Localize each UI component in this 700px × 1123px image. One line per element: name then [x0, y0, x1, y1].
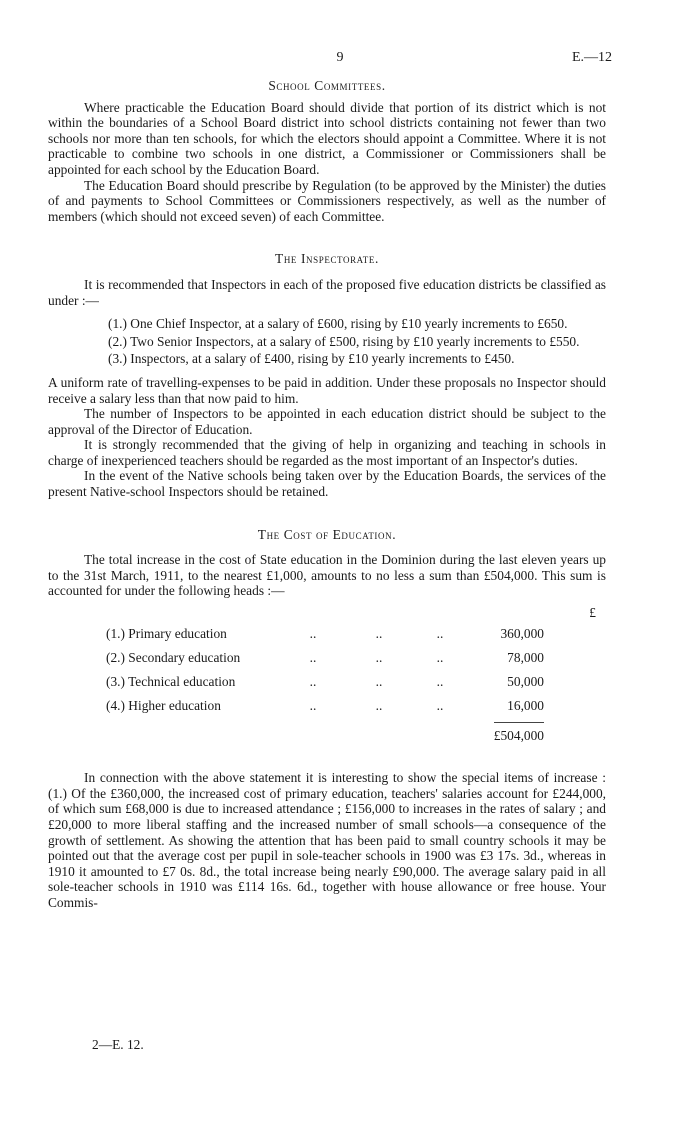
leader-dots: ..: [436, 697, 444, 713]
native-schools-paragraph: In the event of the Native schools being taken over by the Education Boards, the services of the present Native-school Inspectors should be retained.: [48, 468, 606, 500]
leader-dots: ..: [375, 673, 383, 689]
currency-symbol: £: [589, 605, 596, 621]
table-row: [106, 623, 544, 647]
cost-of-education-heading: The Cost of Education.: [257, 526, 397, 542]
inspector-classification-list: [108, 316, 606, 367]
row-amount: 78,000: [507, 649, 544, 665]
row-label: (3.) Technical education: [106, 673, 236, 689]
row-label: (4.) Higher education: [106, 697, 221, 713]
list-item: (2.) Two Senior Inspectors, at a salary of £500, rising by £10 yearly increments to £550.: [108, 333, 580, 349]
leader-dots: ..: [436, 649, 444, 665]
cost-intro-paragraph: The total increase in the cost of State education in the Dominion during the last eleven years up to the 31st March, 1911, to the nearest £1,000, amounts to no less a sum than £504,000. This sum is accounted for under the following heads :—: [48, 552, 606, 599]
inspector-duties-paragraph: It is strongly recommended that the giving of help in organizing and teaching in schools in charge of inexperienced teachers should be regarded as the most important of an Inspector's duties.: [48, 437, 606, 468]
page-number: 9: [336, 50, 344, 65]
document-reference: E.—12: [571, 50, 612, 65]
school-committees-paragraph-1: Where practicable the Education Board should divide that portion of its district which is not within the boundaries of a School Board district into school districts containing not fewer than two schools nor more than ten schools, for which the electors should appoint a Committee. Where it is not practicable to combine two schools in one district, a Commissioner or Commissioners shall be appointed for each school by the Education Board.: [48, 99, 606, 177]
page-content: [48, 78, 606, 911]
row-amount: 360,000: [500, 625, 544, 641]
total-amount: £504,000: [494, 722, 544, 744]
leader-dots: ..: [436, 673, 444, 689]
leader-dots: ..: [375, 625, 383, 641]
row-amount: 50,000: [507, 673, 544, 689]
inspector-number-paragraph: The number of Inspectors to be appointed in each education district should be subject to the approval of the Director of Education.: [48, 406, 606, 437]
school-committees-heading: School Committees.: [268, 78, 386, 93]
school-committees-paragraph-2: The Education Board should prescribe by Regulation (to be approved by the Minister) the duties of and payments to School Committees or Commissioners respectively, as well as the number of members (which should not exceed seven) of each Committee.: [48, 177, 606, 224]
leader-dots: ..: [375, 697, 383, 713]
row-amount: 16,000: [507, 697, 544, 713]
leader-dots: ..: [436, 625, 444, 641]
leader-dots: ..: [309, 697, 317, 713]
travelling-expenses-paragraph: A uniform rate of travelling-expenses to be paid in addition. Under these proposals no Inspector should receive a salary less than that now paid to him.: [48, 374, 606, 406]
list-item: (1.) One Chief Inspector, at a salary of £600, rising by £10 yearly increments to £650.: [108, 316, 568, 332]
footer-signature: 2—E. 12.: [92, 1037, 144, 1052]
row-label: (2.) Secondary education: [106, 649, 241, 665]
leader-dots: ..: [309, 625, 317, 641]
table-row: [106, 695, 544, 719]
inspectorate-intro: It is recommended that Inspectors in each of the proposed five education districts be classified as under :—: [48, 276, 606, 308]
cost-breakdown-table: [106, 623, 544, 747]
row-label: (1.) Primary education: [106, 625, 227, 641]
leader-dots: ..: [309, 649, 317, 665]
table-total-row: [106, 719, 544, 747]
list-item: (3.) Inspectors, at a salary of £400, rising by £10 yearly increments to £450.: [108, 351, 515, 367]
leader-dots: ..: [375, 649, 383, 665]
cost-connection-paragraph: In connection with the above statement it is interesting to show the special items of increase : (1.) Of the £360,000, the increased cost of primary education, teachers' salaries account for £244,000, of which sum £68,000 is due to increased attendance ; £156,000 to increases in the rates of salary ; and £20,000 to more liberal staffing and the increased number of small schools—a consequence of the growth of settlement. As showing the attention that has been paid to small country schools it may be pointed out that the average cost per pupil in sole-teacher schools in 1900 was £3 17s. 3d., whereas in 1910 it amounted to £7 0s. 8d., the total increase being nearly £90,000. The average salary paid in all sole-teacher schools in 1910 was £114 16s. 6d., together with house allowance or free house. Your Commis-: [48, 770, 606, 910]
leader-dots: ..: [309, 673, 317, 689]
inspectorate-heading: The Inspectorate.: [275, 251, 379, 267]
table-row: [106, 647, 544, 671]
table-row: [106, 671, 544, 695]
